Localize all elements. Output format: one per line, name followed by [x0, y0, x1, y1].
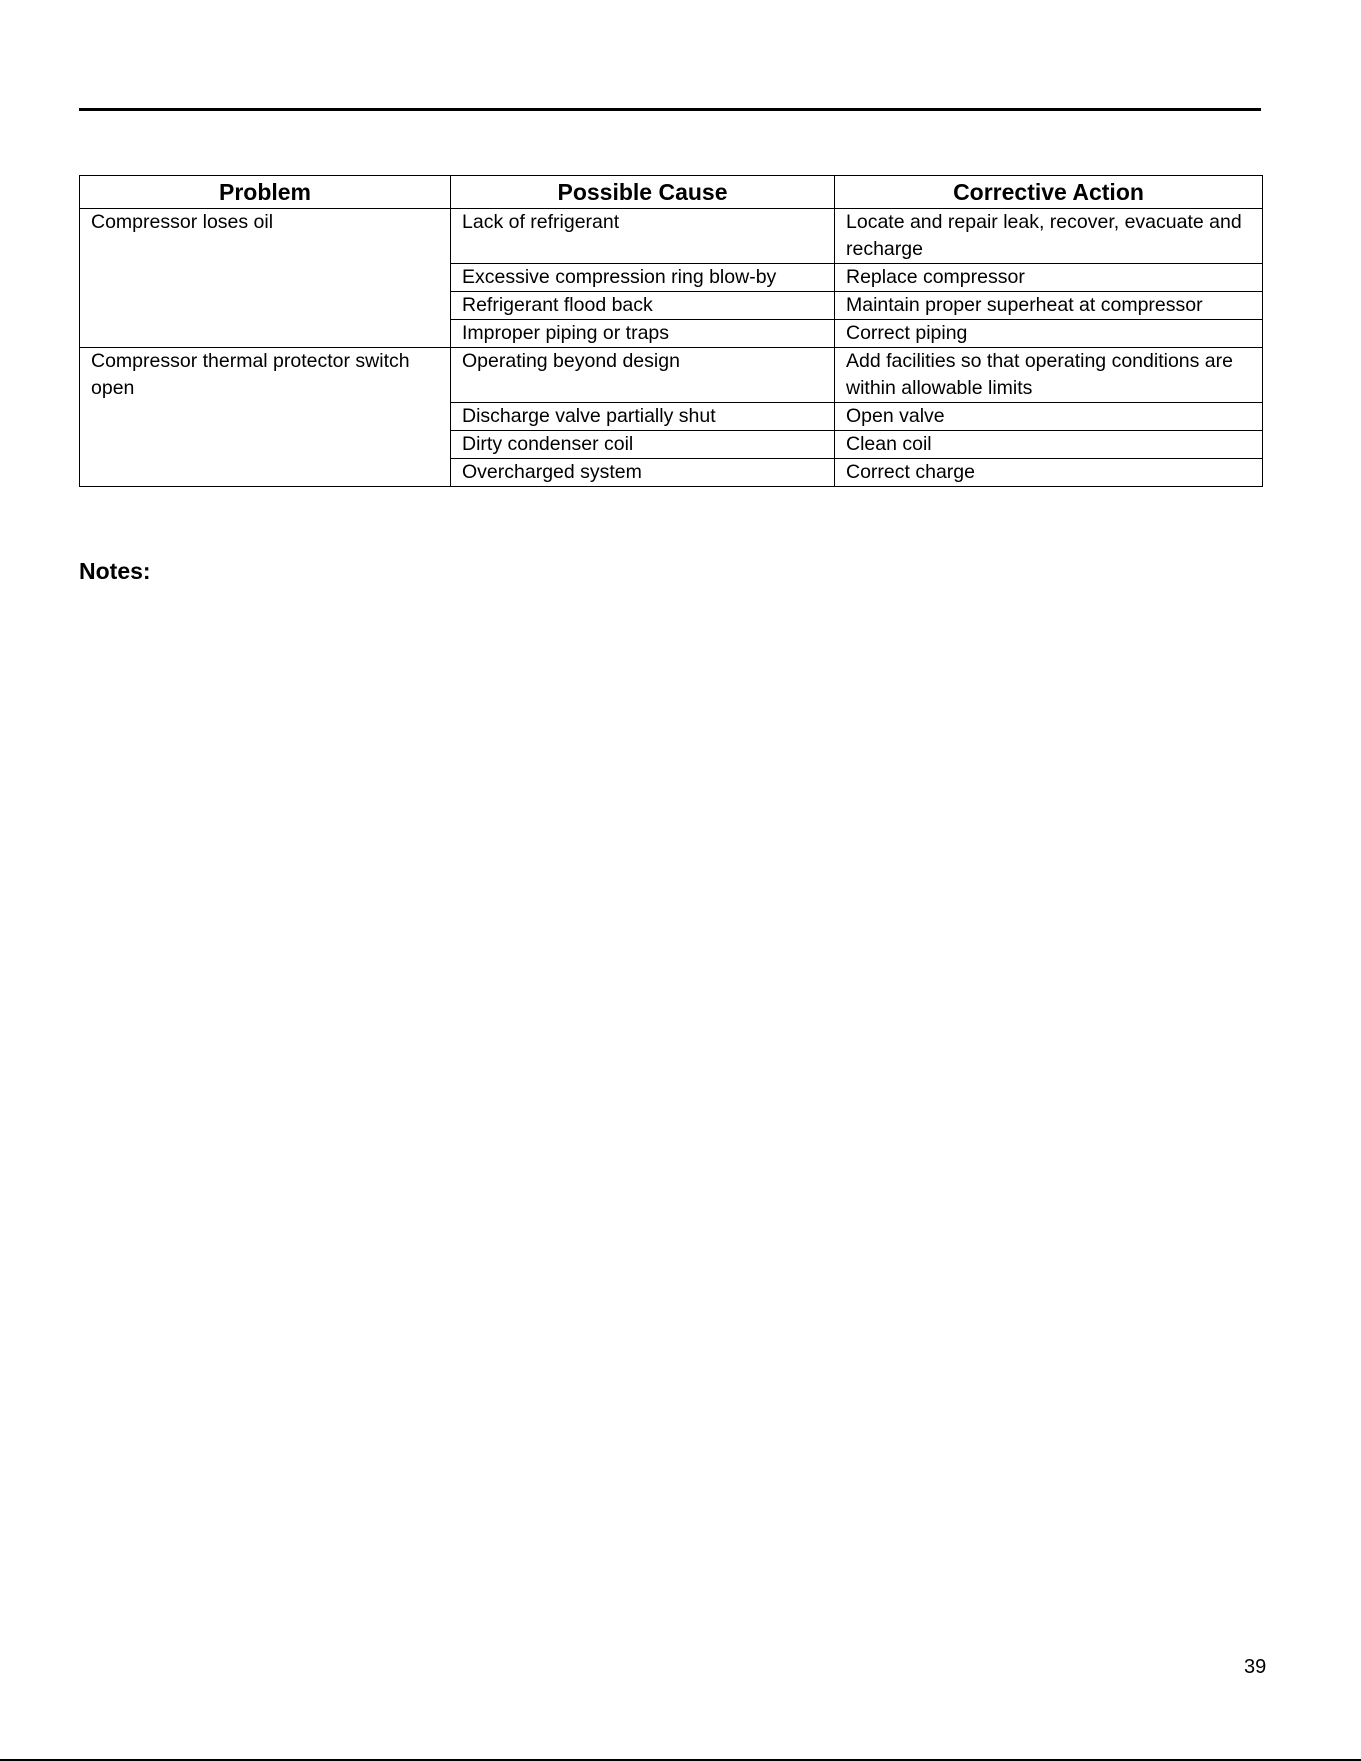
- troubleshooting-table: [79, 175, 1263, 487]
- cause-cell: Improper piping or traps: [451, 320, 835, 348]
- cause-cell: Excessive compression ring blow-by: [451, 264, 835, 292]
- table-header-row: [80, 176, 1263, 209]
- action-cell: Maintain proper superheat at compressor: [835, 292, 1263, 320]
- action-cell: Open valve: [835, 403, 1263, 431]
- header-possible-cause: Possible Cause: [451, 176, 835, 209]
- header-rule: [79, 108, 1261, 111]
- header-corrective-action: Corrective Action: [835, 176, 1263, 209]
- cause-cell: Dirty condenser coil: [451, 431, 835, 459]
- table-row: [80, 348, 1263, 403]
- table-row: [80, 209, 1263, 264]
- header-problem: Problem: [80, 176, 451, 209]
- problem-cell: Compressor thermal protector switch open: [80, 348, 451, 487]
- action-cell: Replace compressor: [835, 264, 1263, 292]
- cause-cell: Overcharged system: [451, 459, 835, 487]
- cause-cell: Refrigerant flood back: [451, 292, 835, 320]
- action-cell: Locate and repair leak, recover, evacuate and recharge: [835, 209, 1263, 264]
- notes-heading: Notes:: [79, 558, 151, 584]
- action-cell: Correct charge: [835, 459, 1263, 487]
- cause-cell: Discharge valve partially shut: [451, 403, 835, 431]
- action-cell: Correct piping: [835, 320, 1263, 348]
- action-cell: Clean coil: [835, 431, 1263, 459]
- page-number: 39: [1244, 1656, 1267, 1678]
- action-cell: Add facilities so that operating conditions are within allowable limits: [835, 348, 1263, 403]
- cause-cell: Operating beyond design: [451, 348, 835, 403]
- cause-cell: Lack of refrigerant: [451, 209, 835, 264]
- problem-cell: Compressor loses oil: [80, 209, 451, 348]
